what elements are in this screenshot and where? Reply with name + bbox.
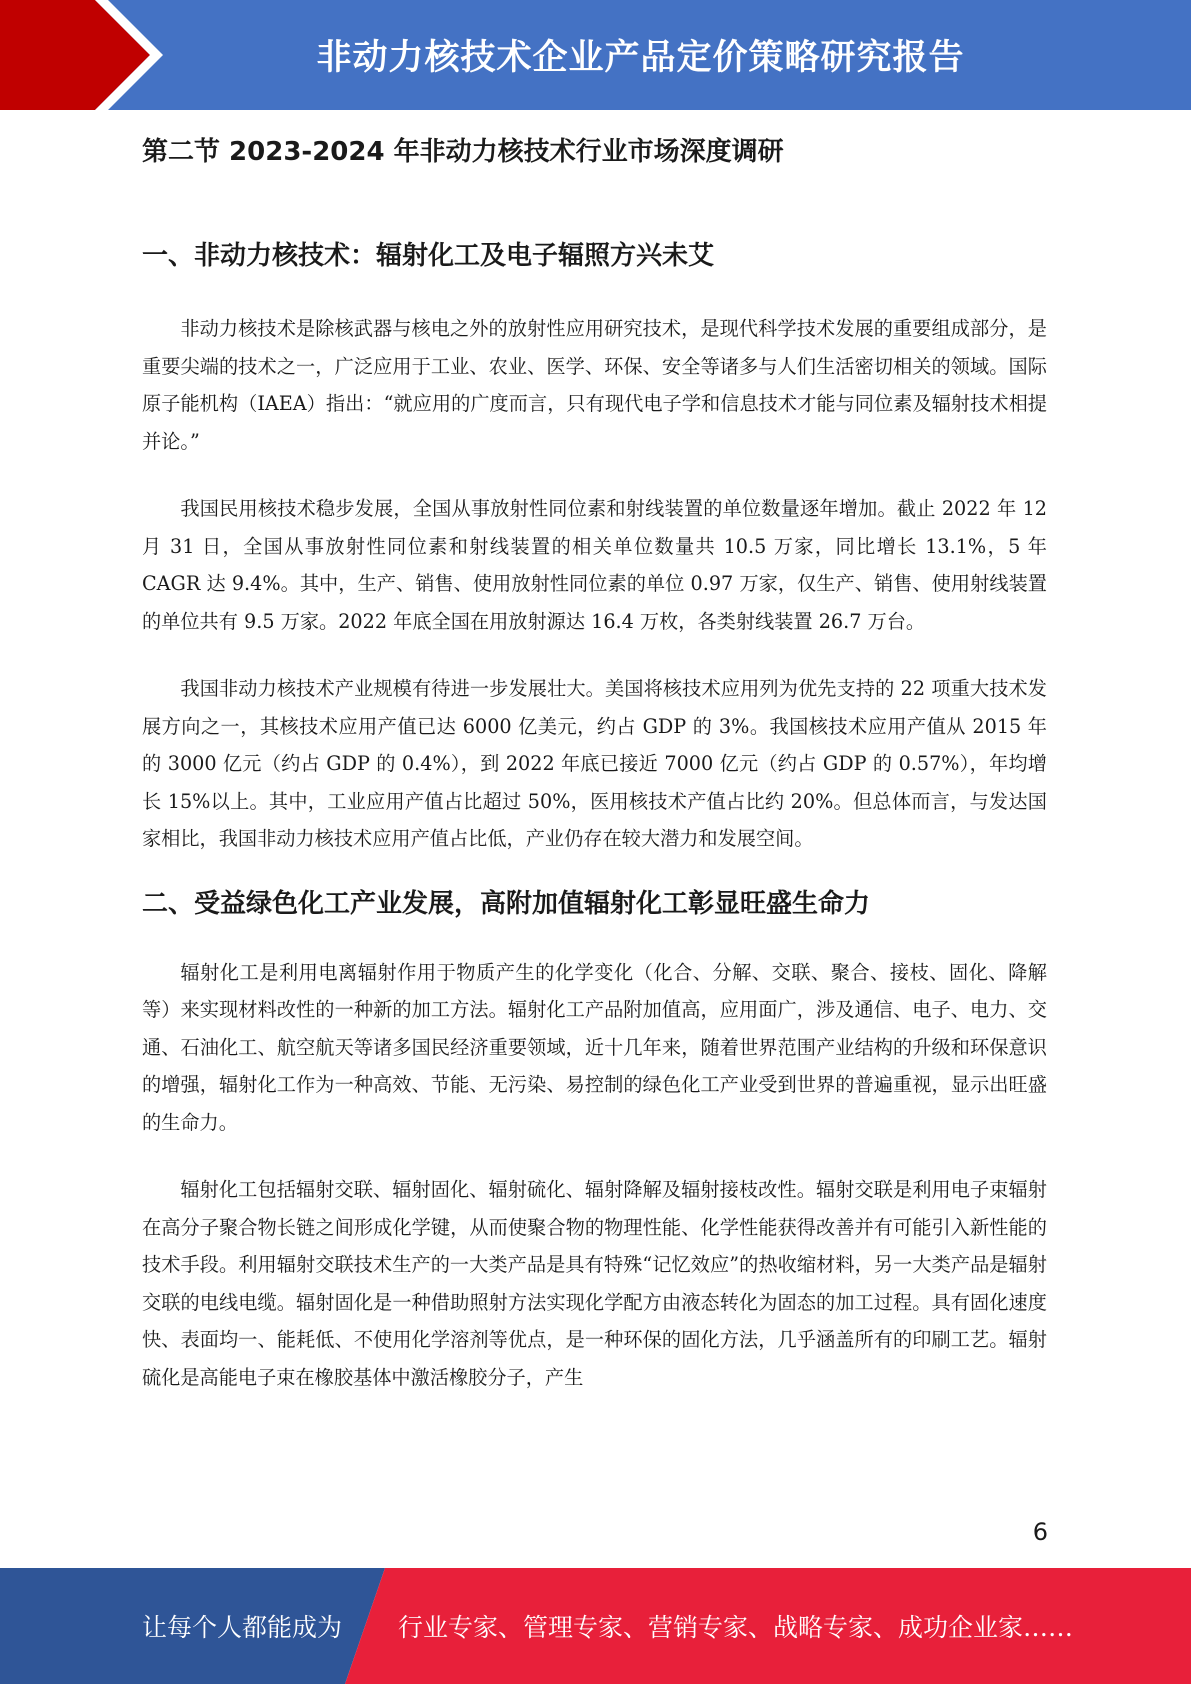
- section-title: 第二节 2023-2024 年非动力核技术行业市场深度调研: [142, 137, 784, 167]
- footer-slogan-right: 行业专家、管理专家、营销专家、战略专家、成功企业家……: [398, 1613, 1074, 1642]
- page-content: [142, 110, 1047, 1396]
- footer-slogan-left: 让每个人都能成为: [142, 1613, 343, 1642]
- page-number: 6: [1032, 1518, 1048, 1546]
- page-footer: [0, 1568, 1191, 1684]
- paragraph-1-3: 我国非动力核技术产业规模有待进一步发展壮大。美国将核技术应用列为优先支持的 22 项重大技术发展方向之一，其核技术应用产值已达 6000 亿美元，约占 GDP 的 3%。我国核技术应用产值从 2015 年的 3000 亿元（约占 GDP 的 0.4%），到 2022 年底已接近 7000 亿元（约占 GDP 的 0.57%），年均增长 15%以上。其中，工业应用产值占比超过 50%，医用核技术产值占比约 20%。但总体而言，与发达国家相比，我国非动力核技术应用产值占比低，产业仍存在较大潜力和发展空间。: [142, 677, 1047, 850]
- paragraph-2-2: 辐射化工包括辐射交联、辐射固化、辐射硫化、辐射降解及辐射接枝改性。辐射交联是利用电子束辐射在高分子聚合物长链之间形成化学键，从而使聚合物的物理性能、化学性能获得改善并有可能引入新性能的技术手段。利用辐射交联技术生产的一大类产品是具有特殊“记忆效应”的热收缩材料，另一大类产品是辐射交联的电线电缆。辐射固化是一种借助照射方法实现化学配方由液态转化为固态的加工过程。具有固化速度快、表面均一、能耗低、不使用化学溶剂等优点，是一种环保的固化方法，几乎涵盖所有的印刷工艺。辐射硫化是高能电子束在橡胶基体中激活橡胶分子，产生: [142, 1178, 1047, 1389]
- paragraph-2-1: 辐射化工是利用电离辐射作用于物质产生的化学变化（化合、分解、交联、聚合、接枝、固化、降解等）来实现材料改性的一种新的加工方法。辐射化工产品附加值高，应用面广，涉及通信、电子、电力、交通、石油化工、航空航天等诸多国民经济重要领域，近十几年来，随着世界范围产业结构的升级和环保意识的增强，辐射化工作为一种高效、节能、无污染、易控制的绿色化工产业受到世界的普遍重视，显示出旺盛的生命力。: [142, 960, 1047, 1134]
- paragraph-1-1: 非动力核技术是除核武器与核电之外的放射性应用研究技术，是现代科学技术发展的重要组成部分，是重要尖端的技术之一，广泛应用于工业、农业、医学、环保、安全等诸多与人们生活密切相关的领域。国际原子能机构（IAEA）指出：“就应用的广度而言，只有现代电子学和信息技术才能与同位素及辐射技术相提并论。”: [142, 317, 1047, 453]
- subheading-1: 一、非动力核技术：辐射化工及电子辐照方兴未艾: [142, 241, 715, 271]
- subheading-2: 二、受益绿色化工产业发展，高附加值辐射化工彰显旺盛生命力: [142, 888, 871, 919]
- paragraph-1-2: 我国民用核技术稳步发展，全国从事放射性同位素和射线装置的单位数量逐年增加。截止 2022 年 12 月 31 日，全国从事放射性同位素和射线装置的相关单位数量共 10.5 万家，同比增长 13.1%，5 年 CAGR 达 9.4%。其中，生产、销售、使用放射性同位素的单位 0.97 万家，仅生产、销售、使用射线装置的单位共有 9.5 万家。2022 年底全国在用放射源达 16.4 万枚，各类射线装置 26.7 万台。: [142, 497, 1047, 633]
- page-header: [0, 0, 1191, 110]
- report-title: 非动力核技术企业产品定价策略研究报告: [316, 38, 965, 78]
